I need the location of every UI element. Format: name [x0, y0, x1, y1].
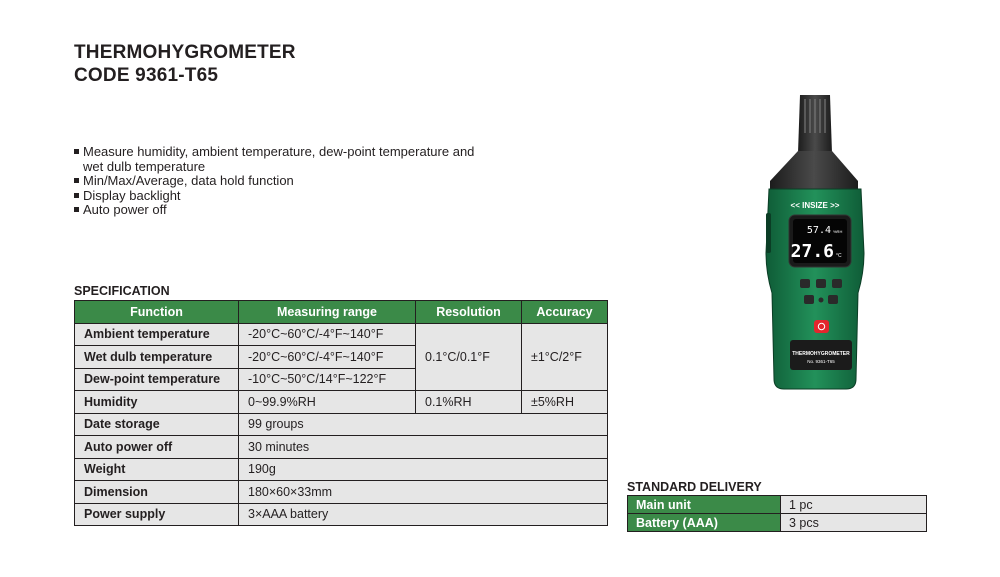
delivery-heading: STANDARD DELIVERY: [627, 480, 762, 494]
temperature-unit: °C: [836, 253, 842, 259]
humidity-unit: %RH: [833, 229, 843, 234]
humidity-reading: 57.4: [806, 225, 831, 236]
row-label: Dimension: [75, 481, 239, 504]
table-row: [75, 391, 608, 414]
device-shoulder: [770, 151, 858, 193]
row-value: 30 minutes: [239, 436, 608, 459]
row-range: -20°C~60°C/-4°F~140°F: [239, 346, 416, 369]
device-button: [804, 295, 814, 304]
delivery-item-label: Battery (AAA): [628, 514, 781, 532]
specification-table: [74, 300, 608, 526]
table-row: [628, 496, 927, 514]
row-label: Weight: [75, 458, 239, 481]
header-resolution: Resolution: [416, 301, 522, 324]
product-title: [74, 41, 296, 87]
row-accuracy: ±5%RH: [522, 391, 608, 414]
row-range: -20°C~60°C/-4°F~140°F: [239, 323, 416, 346]
device-button: [832, 279, 842, 288]
delivery-item-qty: 3 pcs: [781, 514, 927, 532]
delivery-table: [627, 495, 927, 532]
feature-item: Display backlight: [73, 189, 483, 204]
temperature-reading: 27.6: [790, 241, 834, 262]
table-row: [75, 458, 608, 481]
temp-resolution: 0.1°C/0.1°F: [416, 323, 522, 391]
table-row: [75, 481, 608, 504]
row-value: 190g: [239, 458, 608, 481]
row-label: Ambient temperature: [75, 323, 239, 346]
feature-list: [73, 145, 483, 218]
row-range: 0~99.9%RH: [239, 391, 416, 414]
row-label: Wet dulb temperature: [75, 346, 239, 369]
device-indicator: [819, 298, 824, 303]
table-header-row: [75, 301, 608, 324]
header-accuracy: Accuracy: [522, 301, 608, 324]
row-label: Humidity: [75, 391, 239, 414]
product-code: CODE 9361-T65: [74, 65, 219, 86]
power-button: [814, 320, 829, 333]
device-button: [816, 279, 826, 288]
table-row: [75, 503, 608, 526]
specification-heading: SPECIFICATION: [74, 284, 170, 298]
feature-item: Min/Max/Average, data hold function: [73, 174, 483, 189]
feature-item: Auto power off: [73, 203, 483, 218]
device-button: [800, 279, 810, 288]
product-name: THERMOHYGROMETER: [74, 42, 296, 63]
row-value: 99 groups: [239, 413, 608, 436]
table-row: [75, 436, 608, 459]
temp-accuracy: ±1°C/2°F: [522, 323, 608, 391]
header-range: Measuring range: [239, 301, 416, 324]
row-label: Date storage: [75, 413, 239, 436]
device-label-model: No. 9361-T65: [807, 359, 835, 364]
side-grip: [766, 213, 771, 253]
row-label: Auto power off: [75, 436, 239, 459]
table-row: [628, 514, 927, 532]
thermohygrometer-device-image: [760, 93, 870, 393]
row-value: 180×60×33mm: [239, 481, 608, 504]
brand-logo: << INSIZE >>: [790, 201, 840, 210]
row-range: -10°C~50°C/14°F~122°F: [239, 368, 416, 391]
feature-item: Measure humidity, ambient temperature, dew-point temperature and wet dulb temperature: [73, 145, 483, 174]
row-resolution: 0.1%RH: [416, 391, 522, 414]
delivery-item-qty: 1 pc: [781, 496, 927, 514]
row-label: Power supply: [75, 503, 239, 526]
row-label: Dew-point temperature: [75, 368, 239, 391]
device-button: [828, 295, 838, 304]
table-row: [75, 413, 608, 436]
delivery-item-label: Main unit: [628, 496, 781, 514]
device-label-name: THERMOHYGROMETER: [792, 351, 850, 357]
table-row: [75, 323, 608, 346]
header-function: Function: [75, 301, 239, 324]
row-value: 3×AAA battery: [239, 503, 608, 526]
